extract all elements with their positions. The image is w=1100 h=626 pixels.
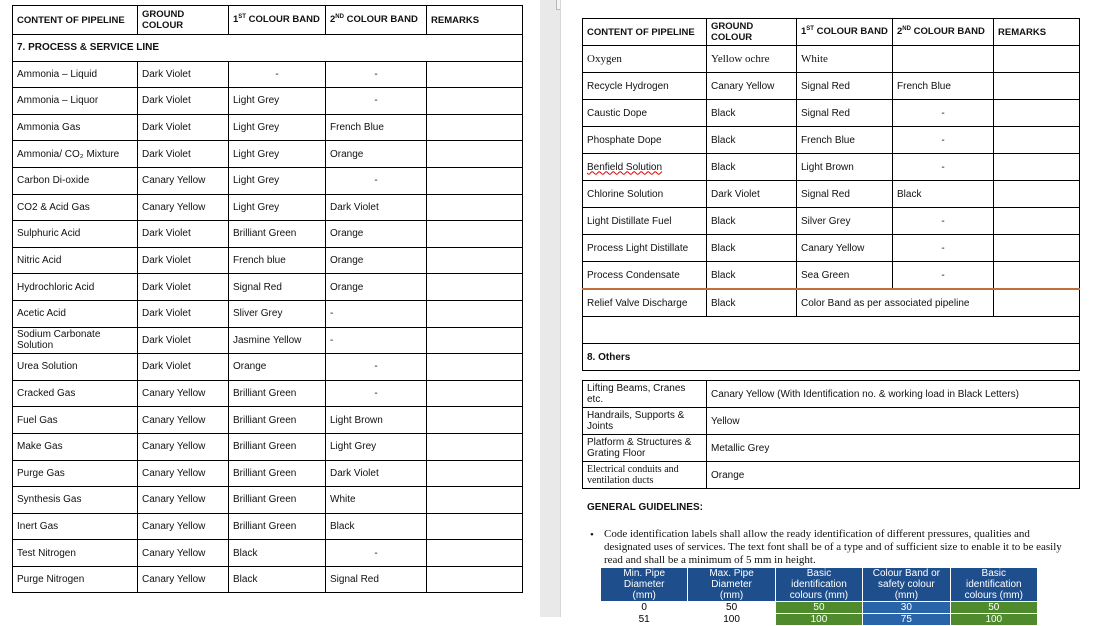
size-header-line1: Basic identification xyxy=(965,568,1022,590)
cell-band1: Brilliant Green xyxy=(229,380,326,407)
cell-band2: - xyxy=(326,61,427,88)
left-page xyxy=(0,0,540,617)
cell-ground: Dark Violet xyxy=(138,274,229,301)
others-row xyxy=(583,462,1080,489)
table-row xyxy=(13,407,523,434)
cell-remarks xyxy=(427,247,523,274)
cell-band2: French Blue xyxy=(326,114,427,141)
cell-ground: Canary Yellow xyxy=(138,167,229,194)
cell-band2: - xyxy=(326,300,427,327)
cell-band2: - xyxy=(893,154,994,181)
header-row xyxy=(583,19,1080,46)
cell-content: Purge Gas xyxy=(13,460,138,487)
cell-remarks xyxy=(427,380,523,407)
cell-band1: French blue xyxy=(229,247,326,274)
cell-band2: - xyxy=(893,100,994,127)
cell-remarks xyxy=(427,354,523,381)
header-band1: 1ST COLOUR BAND xyxy=(229,6,326,35)
others-colour: Canary Yellow (With Identification no. & working load in Black Letters) xyxy=(707,381,1080,408)
cell-content: Fuel Gas xyxy=(13,407,138,434)
cell-content: Sodium Carbonate Solution xyxy=(13,327,138,354)
table-row xyxy=(583,208,1080,235)
cell-band2 xyxy=(893,46,994,73)
cell-content: Inert Gas xyxy=(13,513,138,540)
cell-remarks xyxy=(427,327,523,354)
others-colour: Orange xyxy=(707,462,1080,489)
cell-band1: Silver Grey xyxy=(797,208,893,235)
cell-ground: Canary Yellow xyxy=(138,513,229,540)
cell-remarks xyxy=(994,46,1080,73)
cell-remarks xyxy=(427,88,523,115)
size-header-line1: Colour Band or xyxy=(872,568,940,579)
cell-remarks xyxy=(427,433,523,460)
header-band1: 1ST COLOUR BAND xyxy=(797,19,893,46)
others-row xyxy=(583,435,1080,462)
cell-remarks xyxy=(994,154,1080,181)
cell-ground: Black xyxy=(707,127,797,154)
cell-remarks xyxy=(427,566,523,593)
cell-band1: Light Grey xyxy=(229,194,326,221)
cell-remarks xyxy=(427,487,523,514)
header-remarks: REMARKS xyxy=(427,6,523,35)
cell-ground: Canary Yellow xyxy=(707,73,797,100)
cell-band2: - xyxy=(893,208,994,235)
cell-band1: White xyxy=(797,46,893,73)
cell-band2: Black xyxy=(893,181,994,208)
cell-ground: Dark Violet xyxy=(138,114,229,141)
table-row xyxy=(13,61,523,88)
others-item: Platform & Structures & Grating Floor xyxy=(583,435,707,462)
cell-remarks xyxy=(427,513,523,540)
table-row xyxy=(583,46,1080,73)
size-header-line1: Max. Pipe Diameter xyxy=(709,568,754,590)
cell-remarks xyxy=(427,540,523,567)
table-row xyxy=(13,327,523,354)
cell-ground: Dark Violet xyxy=(707,181,797,208)
cell-ground: Canary Yellow xyxy=(138,433,229,460)
table-row xyxy=(13,487,523,514)
cell-band2: - xyxy=(326,88,427,115)
cell-band1: Signal Red xyxy=(797,181,893,208)
header-ground: GROUND COLOUR xyxy=(707,19,797,46)
cell-content: CO2 & Acid Gas xyxy=(13,194,138,221)
cell-band2: Orange xyxy=(326,247,427,274)
others-title-row xyxy=(583,344,1080,371)
cell-band2: Light Brown xyxy=(326,407,427,434)
cell-band1: Brilliant Green xyxy=(229,513,326,540)
cell-band1: Sliver Grey xyxy=(229,300,326,327)
cell-content: Make Gas xyxy=(13,433,138,460)
size-header-line2: colours (mm) xyxy=(964,590,1023,601)
table-row xyxy=(13,380,523,407)
others-row xyxy=(583,408,1080,435)
cell-ground: Canary Yellow xyxy=(138,407,229,434)
others-item: Electrical conduits and ventilation ducts xyxy=(583,462,707,489)
table-row xyxy=(13,300,523,327)
cell-ground: Dark Violet xyxy=(138,327,229,354)
cell-ground: Black xyxy=(707,208,797,235)
header-band2: 2ND COLOUR BAND xyxy=(893,19,994,46)
cell-remarks xyxy=(994,235,1080,262)
others-item: Lifting Beams, Cranes etc. xyxy=(583,381,707,408)
size-header xyxy=(863,568,950,602)
cell-band2: - xyxy=(893,235,994,262)
table-row xyxy=(13,513,523,540)
cell-content: Caustic Dope xyxy=(583,100,707,127)
cell-remarks xyxy=(994,73,1080,100)
blank-row xyxy=(583,317,1080,344)
cell-ground: Yellow ochre xyxy=(707,46,797,73)
cell-band1: Brilliant Green xyxy=(229,460,326,487)
cell-ground: Black xyxy=(707,154,797,181)
size-header xyxy=(601,568,688,602)
size-cell: 51 xyxy=(601,614,688,626)
cell-ground: Canary Yellow xyxy=(138,487,229,514)
table-row xyxy=(13,460,523,487)
cell-remarks xyxy=(994,208,1080,235)
cell-content xyxy=(583,154,707,181)
size-cell: 0 xyxy=(601,602,688,614)
cell-band1: Orange xyxy=(229,354,326,381)
cell-content: Nitric Acid xyxy=(13,247,138,274)
size-header-line2: (mm) xyxy=(719,590,744,601)
cell-content: Acetic Acid xyxy=(13,300,138,327)
cell-band2: French Blue xyxy=(893,73,994,100)
table-row xyxy=(583,127,1080,154)
cell-band: Color Band as per associated pipeline xyxy=(797,289,994,317)
size-header-line2: (mm) xyxy=(632,590,656,601)
cell-band2: - xyxy=(326,540,427,567)
header-content: CONTENT OF PIPELINE xyxy=(13,6,138,35)
cell-content: Process Light Distillate xyxy=(583,235,707,262)
table-row xyxy=(583,154,1080,181)
others-item: Handrails, Supports & Joints xyxy=(583,408,707,435)
cell-content: Urea Solution xyxy=(13,354,138,381)
cell-content: Phosphate Dope xyxy=(583,127,707,154)
cell-band1: Black xyxy=(229,566,326,593)
cell-ground: Dark Violet xyxy=(138,141,229,168)
size-row xyxy=(601,602,1038,614)
cell-content: Ammonia/ CO₂ Mixture xyxy=(13,141,138,168)
table-row xyxy=(583,100,1080,127)
size-header-line1: Min. Pipe Diameter xyxy=(623,568,666,590)
cell-band1: Brilliant Green xyxy=(229,407,326,434)
size-row xyxy=(601,614,1038,626)
cell-band1: Brilliant Green xyxy=(229,487,326,514)
table-row xyxy=(13,540,523,567)
size-cell: 50 xyxy=(950,602,1037,614)
size-cell: 100 xyxy=(688,614,775,626)
cell-band1: - xyxy=(229,61,326,88)
cell-band1: Signal Red xyxy=(797,100,893,127)
cell-ground: Canary Yellow xyxy=(138,540,229,567)
cell-content: Oxygen xyxy=(583,46,707,73)
section-title: 7. PROCESS & SERVICE LINE xyxy=(13,35,523,62)
blank-cell xyxy=(583,317,1080,344)
cell-content: Cracked Gas xyxy=(13,380,138,407)
cell-ground: Canary Yellow xyxy=(138,380,229,407)
table-row xyxy=(13,88,523,115)
cell-band1: Light Grey xyxy=(229,114,326,141)
header-content: CONTENT OF PIPELINE xyxy=(583,19,707,46)
cell-content: Recycle Hydrogen xyxy=(583,73,707,100)
guideline-text: Code identification labels shall allow the ready identification of different pressures, qualities and designated uses of services. The text font shall be of a type and of sufficient size to enable it to be easily read and shall be a minimum of 5 mm in height. xyxy=(604,528,1062,566)
size-cell: 30 xyxy=(863,602,950,614)
table-row xyxy=(13,433,523,460)
cell-ground: Black xyxy=(707,100,797,127)
cell-content: Synthesis Gas xyxy=(13,487,138,514)
cell-band1: Signal Red xyxy=(797,73,893,100)
table-row xyxy=(13,114,523,141)
cell-ground: Dark Violet xyxy=(138,300,229,327)
cell-band2: - xyxy=(893,262,994,290)
cell-band1: Signal Red xyxy=(229,274,326,301)
table-row xyxy=(583,73,1080,100)
size-header xyxy=(950,568,1037,602)
cell-band2: - xyxy=(893,127,994,154)
cell-remarks xyxy=(427,167,523,194)
cell-band1: French Blue xyxy=(797,127,893,154)
cell-content: Ammonia Gas xyxy=(13,114,138,141)
cell-band1: Sea Green xyxy=(797,262,893,290)
cell-content: Sulphuric Acid xyxy=(13,221,138,248)
size-cell: 100 xyxy=(775,614,862,626)
cell-band1: Brilliant Green xyxy=(229,221,326,248)
cell-content: Test Nitrogen xyxy=(13,540,138,567)
cell-remarks xyxy=(994,100,1080,127)
cell-ground: Canary Yellow xyxy=(138,566,229,593)
others-table xyxy=(582,380,1080,489)
others-row xyxy=(583,381,1080,408)
size-header xyxy=(688,568,775,602)
cell-remarks xyxy=(427,194,523,221)
cell-remarks xyxy=(427,221,523,248)
cell-content: Ammonia – Liquid xyxy=(13,61,138,88)
cell-content: Process Condensate xyxy=(583,262,707,290)
cell-ground: Dark Violet xyxy=(138,88,229,115)
header-row xyxy=(13,6,523,35)
size-header-row xyxy=(601,568,1038,602)
cell-ground: Black xyxy=(707,289,797,317)
cell-band2: - xyxy=(326,354,427,381)
cell-remarks xyxy=(994,181,1080,208)
table-row xyxy=(13,274,523,301)
cell-content: Light Distillate Fuel xyxy=(583,208,707,235)
cell-band1: Brilliant Green xyxy=(229,433,326,460)
cell-band2: - xyxy=(326,167,427,194)
cell-content: Hydrochloric Acid xyxy=(13,274,138,301)
cell-content: Purge Nitrogen xyxy=(13,566,138,593)
cell-ground: Dark Violet xyxy=(138,354,229,381)
size-cell: 75 xyxy=(863,614,950,626)
cell-content: Chlorine Solution xyxy=(583,181,707,208)
relief-row xyxy=(583,289,1080,317)
cell-band1: Jasmine Yellow xyxy=(229,327,326,354)
others-title: 8. Others xyxy=(583,344,1080,371)
table-row xyxy=(13,354,523,381)
table-row xyxy=(13,167,523,194)
cell-remarks xyxy=(994,127,1080,154)
size-cell: 50 xyxy=(775,602,862,614)
spellcheck-word[interactable]: Benfield Solution xyxy=(587,161,663,173)
cell-remarks xyxy=(427,114,523,141)
cell-remarks xyxy=(427,274,523,301)
cell-band1: Canary Yellow xyxy=(797,235,893,262)
cell-band1: Light Grey xyxy=(229,88,326,115)
size-cell: 100 xyxy=(950,614,1037,626)
cell-band1: Light Brown xyxy=(797,154,893,181)
cell-remarks xyxy=(994,262,1080,290)
cell-remarks xyxy=(994,289,1080,317)
cell-band2: - xyxy=(326,380,427,407)
cell-remarks xyxy=(427,61,523,88)
cell-band2: Orange xyxy=(326,274,427,301)
table-row xyxy=(583,181,1080,208)
cell-content: Carbon Di-oxide xyxy=(13,167,138,194)
table-row xyxy=(583,235,1080,262)
page-gutter xyxy=(540,0,560,617)
cell-remarks xyxy=(427,407,523,434)
header-band2: 2ND COLOUR BAND xyxy=(326,6,427,35)
size-header-line2: safety colour (mm) xyxy=(878,579,935,601)
cell-band2: Orange xyxy=(326,221,427,248)
header-ground: GROUND COLOUR xyxy=(138,6,229,35)
table-row xyxy=(13,221,523,248)
size-table xyxy=(600,567,1038,626)
cell-ground: Black xyxy=(707,262,797,290)
cell-band2: Light Grey xyxy=(326,433,427,460)
size-header-line2: colours (mm) xyxy=(789,590,849,601)
others-colour: Metallic Grey xyxy=(707,435,1080,462)
cell-band2: Dark Violet xyxy=(326,460,427,487)
cell-ground: Dark Violet xyxy=(138,61,229,88)
section-row xyxy=(13,35,523,62)
size-header xyxy=(775,568,862,602)
cell-band2: - xyxy=(326,327,427,354)
pipeline-table-left xyxy=(12,5,523,593)
cell-band2: Orange xyxy=(326,141,427,168)
cell-band1: Light Grey xyxy=(229,141,326,168)
cell-band2: Black xyxy=(326,513,427,540)
cell-content: Relief Valve Discharge xyxy=(583,289,707,317)
cell-ground: Canary Yellow xyxy=(138,460,229,487)
table-row xyxy=(583,262,1080,290)
cell-remarks xyxy=(427,141,523,168)
cell-band2: White xyxy=(326,487,427,514)
guidelines-title: GENERAL GUIDELINES: xyxy=(587,502,703,513)
cell-band2: Dark Violet xyxy=(326,194,427,221)
cell-remarks xyxy=(427,460,523,487)
cell-ground: Dark Violet xyxy=(138,221,229,248)
cell-band2: Signal Red xyxy=(326,566,427,593)
bullet-icon: • xyxy=(590,529,594,541)
table-row xyxy=(13,247,523,274)
table-row xyxy=(13,566,523,593)
size-header-line1: Basic identification xyxy=(791,568,847,590)
cell-ground: Canary Yellow xyxy=(138,194,229,221)
cell-ground: Dark Violet xyxy=(138,247,229,274)
pipeline-table-right xyxy=(582,18,1080,371)
table-row xyxy=(13,194,523,221)
cell-remarks xyxy=(427,300,523,327)
size-cell: 50 xyxy=(688,602,775,614)
cell-band1: Light Grey xyxy=(229,167,326,194)
table-row xyxy=(13,141,523,168)
others-colour: Yellow xyxy=(707,408,1080,435)
cell-band1: Black xyxy=(229,540,326,567)
cell-ground: Black xyxy=(707,235,797,262)
header-remarks: REMARKS xyxy=(994,19,1080,46)
cell-content: Ammonia – Liquor xyxy=(13,88,138,115)
